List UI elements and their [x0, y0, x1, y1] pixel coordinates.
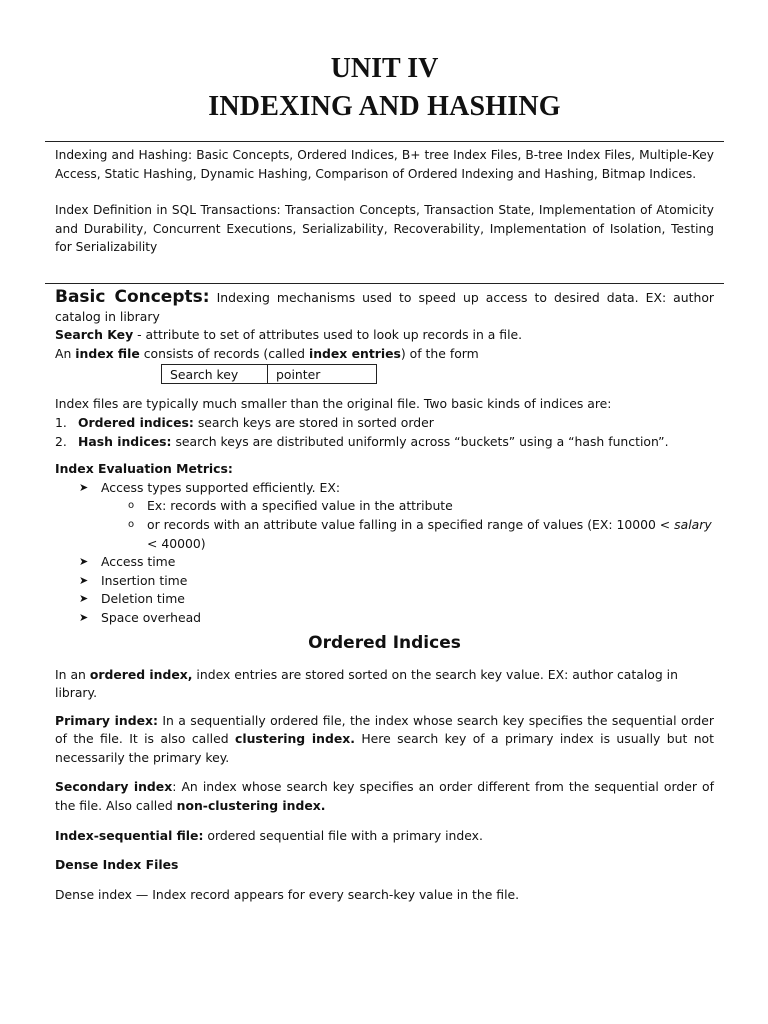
syllabus-box	[55, 146, 714, 257]
primary-index-paragraph	[55, 712, 714, 768]
arrow-bullet-icon: ➤	[79, 573, 89, 587]
search-key-cell: Search key	[162, 365, 268, 384]
index-sequential-term: Index-sequential file:	[55, 827, 204, 843]
list-item	[55, 590, 714, 609]
dense-index-heading-text: Dense Index Files	[55, 857, 179, 873]
ordered-index-paragraph	[55, 666, 714, 703]
syllabus-paragraph-2: Index Definition in SQL Transactions: Transaction Concepts, Transaction State, Implementation of Atomicity and Durability, Concurrent Executions, Serializability, Recoverability, Implementation of Isolation, Testing for Serializability	[55, 203, 714, 255]
hash-indices-term: Hash indices:	[78, 433, 172, 449]
pointer-cell: pointer	[268, 365, 377, 384]
list-item	[55, 553, 714, 572]
metrics-list	[55, 479, 714, 628]
arrow-bullet-icon: ➤	[79, 592, 89, 606]
text: In an	[55, 666, 90, 682]
table-row	[162, 365, 377, 384]
syllabus-paragraph-1: Indexing and Hashing: Basic Concepts, Ordered Indices, B+ tree Index Files, B-tree Index Files, Multiple-Key Access, Static Hashing, Dynamic Hashing, Comparison of Ordered Indexing and Hashing, Bitmap Indices.	[55, 148, 714, 181]
index-kinds-list	[55, 414, 714, 451]
kinds-intro: Index files are typically much smaller than the original file. Two basic kinds of indices are:	[55, 396, 612, 412]
secondary-index-term: Secondary index	[55, 779, 173, 795]
unit-title: UNIT IV	[330, 53, 439, 84]
text: In a sequentially ordered file, the index whose search key specifies the sequential order of the file. It is also called	[55, 712, 714, 747]
circle-bullet-icon: o	[128, 518, 135, 530]
main-content	[55, 288, 714, 904]
middle-divider	[45, 283, 724, 284]
list-number: 1.	[55, 414, 67, 430]
metric-item: Space overhead	[101, 609, 202, 625]
list-item	[55, 479, 714, 553]
dense-index-paragraph: Dense index — Index record appears for every search-key value in the file.	[55, 886, 520, 902]
index-file-term: index file	[75, 345, 140, 361]
index-file-text-b: consists of records (called	[139, 345, 309, 361]
text: ordered sequential file with a primary index.	[203, 827, 483, 843]
document-page	[55, 52, 714, 902]
basic-concepts-intro	[55, 288, 714, 326]
ordered-indices-heading: Ordered Indices	[308, 632, 461, 653]
sub-item-text: or records with an attribute value falling in a specified range of values (EX: 10000 <	[147, 516, 675, 532]
index-file-text-c: ) of the form	[400, 345, 479, 361]
circle-bullet-icon: o	[128, 500, 135, 512]
index-sequential-paragraph	[55, 827, 714, 846]
clustering-index-term: clustering index.	[234, 731, 355, 747]
search-key-definition	[55, 326, 714, 345]
index-file-text-a: An	[55, 345, 76, 361]
index-entries-term: index entries	[308, 345, 401, 361]
list-item	[55, 572, 714, 591]
non-clustering-index-term: non-clustering index.	[176, 798, 326, 814]
hash-indices-text: search keys are distributed uniformly across “buckets” using a “hash function”.	[171, 433, 669, 449]
arrow-bullet-icon: ➤	[79, 480, 89, 494]
list-item	[55, 609, 714, 628]
index-file-definition	[55, 345, 714, 364]
primary-index-term: Primary index:	[55, 712, 158, 728]
list-number: 2.	[55, 433, 67, 449]
index-entry-table	[161, 364, 377, 384]
text: index entries are stored sorted on the search key value. EX: author catalog in library.	[55, 666, 678, 701]
arrow-bullet-icon: ➤	[79, 555, 89, 569]
arrow-bullet-icon: ➤	[79, 610, 89, 624]
text: : An index whose search key specifies an order different from the sequential order of the file. Also called	[55, 779, 714, 814]
ordered-indices-text: search keys are stored in sorted order	[193, 414, 434, 430]
metrics-heading	[55, 460, 714, 479]
search-key-term: Search Key	[55, 327, 134, 343]
dense-index-heading	[55, 856, 714, 875]
metric-item: Deletion time	[101, 591, 185, 607]
list-item	[55, 414, 714, 433]
metric-item: Insertion time	[101, 572, 188, 588]
metrics-sub-list	[101, 497, 714, 553]
metrics-heading-text: Index Evaluation Metrics:	[55, 461, 233, 477]
chapter-title: INDEXING AND HASHING	[208, 91, 561, 122]
sub-item-text: Ex: records with a specified value in the attribute	[147, 498, 453, 514]
basic-concepts-heading: Basic Concepts:	[55, 287, 210, 307]
ordered-index-term: ordered index,	[89, 666, 193, 682]
metric-item: Access time	[101, 554, 176, 570]
secondary-index-paragraph	[55, 778, 714, 815]
salary-italic: salary	[674, 516, 712, 532]
top-divider	[45, 141, 724, 142]
search-key-text: - attribute to set of attributes used to look up records in a file.	[133, 327, 523, 343]
sub-item-text-end: < 40000)	[147, 535, 206, 551]
list-item	[55, 516, 714, 553]
list-item	[55, 433, 714, 452]
ordered-indices-term: Ordered indices:	[78, 414, 194, 430]
list-item	[55, 497, 714, 516]
basic-concepts-text: Indexing mechanisms used to speed up access to desired data. EX: author catalog in library	[55, 290, 714, 324]
metric-access-types: Access types supported efficiently. EX:	[101, 479, 340, 495]
text: Here search key of a primary index is usually but not necessarily the primary key.	[55, 731, 714, 765]
